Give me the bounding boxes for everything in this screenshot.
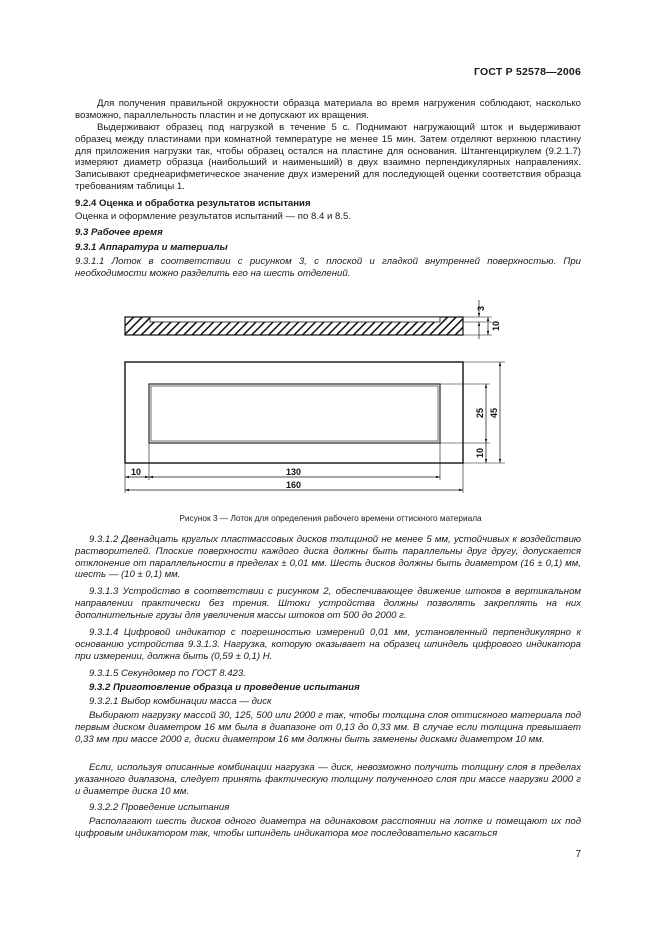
heading-9-3-1: 9.3.1 Аппаратура и материалы <box>75 242 228 253</box>
heading-9-3: 9.3 Рабочее время <box>75 227 163 238</box>
paragraph-9-3-1-2: 9.3.1.2 Двенадцать круглых пластмассовых дисков толщиной не менее 5 мм, устойчивых к воздействию растворителей. Плоские поверхности каждого диска должны быть параллельны друг другу, допускается отклонение от параллельности в пределах ± 0,01 мм. Шесть дисков должны быть диаметром (16 ± 0,1) мм, шесть — (10 ± 0,1) мм. <box>75 534 581 581</box>
paragraph-9-3-2-1-note: Если, используя описанные комбинации нагрузка — диск, невозможно получить толщину слоя в пределах указанного диапазона, следует принять фактическую толщину полученного слоя при массе нагрузки 2000 г и диаметре диска 10 мм. <box>75 762 581 797</box>
paragraph-results-evaluation: Оценка и оформление результатов испытаний — по 8.4 и 8.5. <box>75 211 352 222</box>
dim-160-label: 160 <box>286 480 302 490</box>
document-header: ГОСТ Р 52578—2006 <box>473 66 581 78</box>
paragraph-9-3-1-1: 9.3.1.1 Лоток в соответствии с рисунком 3, с плоской и гладкой внутренней поверхностью. При необходимости можно разделить его на шесть отделений. <box>75 256 581 279</box>
dim-130-label: 130 <box>286 467 302 477</box>
paragraph-9-3-2-2-body: Располагают шесть дисков одного диаметра на одинаковом расстоянии на лотке и помещают их под цифровым индикатором так, чтобы шпиндель индикатора мог последовательно касаться <box>75 816 581 839</box>
dim-10-bottom-label: 10 <box>475 447 485 458</box>
paragraph-specimen-roundness: Для получения правильной окружности образца материала во время нагружения соблюдают, насколько возможно, параллельность пластин и не допускают их вращения. <box>75 98 581 121</box>
dim-3-label: 3 <box>476 305 486 311</box>
tray-section-view <box>125 300 492 339</box>
dim-10-left-label: 10 <box>131 467 142 477</box>
dim-10-section-label: 10 <box>491 320 501 331</box>
page-number: 7 <box>575 849 581 860</box>
paragraph-9-3-1-3: 9.3.1.3 Устройство в соответствии с рисунком 2, обеспечивающее движение штоков в вертикальном направлении практически без трения. Штоки устройства должны позволять закреплять на них дополнительные грузы для увеличения массы штоков от 500 до 2000 г. <box>75 586 581 621</box>
paragraph-9-3-2-1-body: Выбирают нагрузку массой 30, 125, 500 или 2000 г так, чтобы толщина слоя оттискного материала под первым диском диаметром 16 мм была в диапазоне от 0,13 до 0,33 мм. В случае если толщина превышает 0,33 мм при массе 2000 г, диски диаметром 16 мм должны быть заменены дисками диаметром 10 мм. <box>75 710 581 745</box>
paragraph-9-3-1-5: 9.3.1.5 Секундомер по ГОСТ 8.423. <box>89 668 246 679</box>
paragraph-9-3-2-1-title: 9.3.2.1 Выбор комбинации масса — диск <box>89 696 272 707</box>
paragraph-9-3-2-2-title: 9.3.2.2 Проведение испытания <box>89 802 230 813</box>
figure-3-caption: Рисунок 3 — Лоток для определения рабочего времени оттискного материала <box>179 513 482 523</box>
heading-9-3-2: 9.3.2 Приготовление образца и проведение испытания <box>89 682 360 693</box>
paragraph-9-3-1-4: 9.3.1.4 Цифровой индикатор с погрешностью измерений 0,01 мм, установленный перпендикулярно к основанию устройства 9.3.1.3. Нагрузка, которую оказывает на образец шпиндель цифрового индикатора при измерении, должна быть (0,59 ± 0,1) Н. <box>75 627 581 662</box>
tray-top-view <box>125 362 505 493</box>
heading-9-2-4-text: 9.2.4 Оценка и обработка результатов испытания <box>75 198 311 209</box>
dim-45-label: 45 <box>489 407 499 418</box>
dim-25-label: 25 <box>475 407 485 418</box>
paragraph-specimen-hold: Выдерживают образец под нагрузкой в течение 5 с. Поднимают нагружающий шток и выдерживают образец между пластинами при комнатной температуре не менее 15 мин. Затем отделяют верхнюю пластину для приложения нагрузки так, чтобы образец остался на пластине для основания. Штангенциркулем (9.2.1.7) измеряют диаметр образца (наибольший и наименьший) в двух взаимно перпендикулярных направлениях. Записывают среднеарифметическое значение двух измерений для последующей оценки соответствия образца требованиям таблицы 1. <box>75 122 581 192</box>
